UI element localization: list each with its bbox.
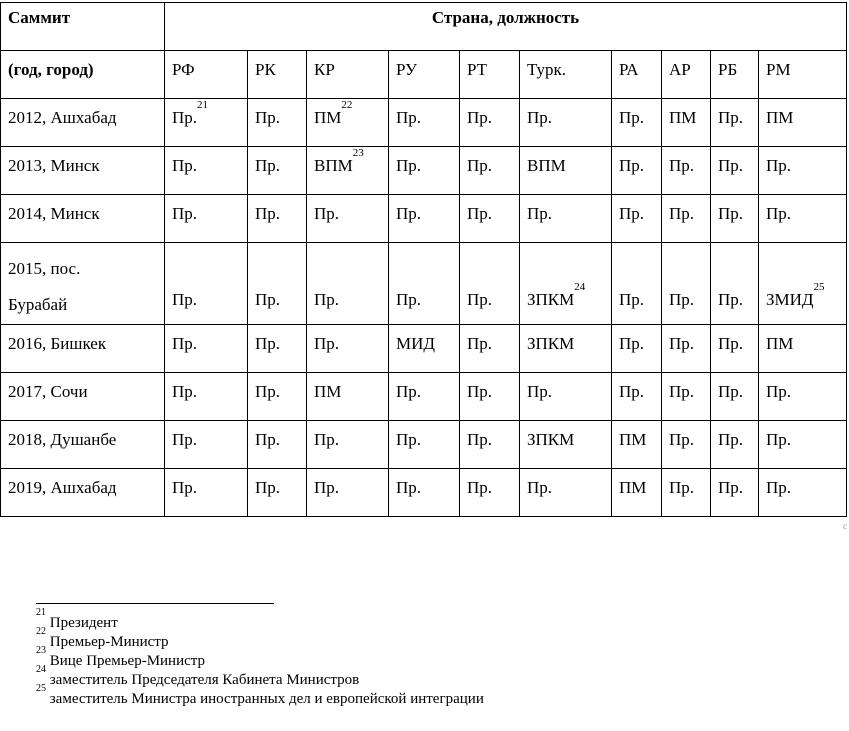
position-cell — [520, 469, 612, 517]
position-cell — [711, 469, 759, 517]
position-value: Пр. — [669, 478, 695, 497]
position-cell — [248, 421, 307, 469]
position-value: Пр. — [255, 382, 281, 401]
summit-cell: 2013, Минск — [1, 147, 165, 195]
position-value: ПМ — [314, 382, 342, 401]
country-header-cell: РМ — [759, 51, 847, 99]
footnote-text: заместитель Министра иностранных дел и европейской интеграции — [49, 691, 484, 707]
header-summit-line1: Саммит — [1, 3, 165, 51]
position-value: Пр. — [314, 334, 340, 353]
position-value: Пр. — [255, 108, 281, 127]
position-cell — [389, 325, 460, 373]
position-value: Пр. — [527, 382, 553, 401]
position-cell — [307, 421, 389, 469]
footnote — [36, 664, 484, 690]
position-value: Пр. — [172, 334, 198, 353]
position-value: Пр. — [766, 382, 792, 401]
position-value: Пр. — [766, 156, 792, 175]
footnote — [36, 645, 484, 671]
position-value: Пр. — [255, 156, 281, 175]
position-cell — [662, 421, 711, 469]
footnote-text: Вице Премьер-Министр — [49, 653, 206, 669]
summit-table — [0, 2, 847, 517]
position-value: Пр. — [396, 478, 422, 497]
position-cell — [389, 373, 460, 421]
position-cell — [520, 147, 612, 195]
table-row — [1, 325, 847, 373]
position-value: ВПМ — [314, 156, 353, 175]
country-header-cell: РУ — [389, 51, 460, 99]
position-cell — [612, 421, 662, 469]
position-cell — [759, 421, 847, 469]
position-cell — [165, 195, 248, 243]
position-cell — [389, 421, 460, 469]
position-cell — [389, 469, 460, 517]
position-cell — [248, 195, 307, 243]
position-value: Пр. — [619, 382, 645, 401]
position-value: Пр. — [396, 290, 422, 309]
position-value: Пр. — [172, 478, 198, 497]
footnotes — [36, 607, 484, 709]
position-cell — [520, 373, 612, 421]
position-value: Пр. — [467, 478, 493, 497]
position-cell — [612, 373, 662, 421]
position-value: Пр. — [619, 334, 645, 353]
position-cell — [165, 99, 248, 147]
position-value: Пр. — [255, 334, 281, 353]
position-value: Пр. — [314, 478, 340, 497]
table-row — [1, 195, 847, 243]
position-value: Пр. — [172, 108, 198, 127]
position-value: Пр. — [619, 108, 645, 127]
position-cell — [759, 373, 847, 421]
header-group-title: Страна, должность — [165, 3, 847, 51]
position-value: Пр. — [718, 382, 744, 401]
position-value: Пр. — [718, 204, 744, 223]
position-cell — [248, 243, 307, 325]
position-value: Пр. — [718, 334, 744, 353]
summit-cell: 2014, Минск — [1, 195, 165, 243]
position-value: Пр. — [669, 290, 695, 309]
summit-cell — [1, 243, 165, 325]
footnote-text: Президент — [49, 615, 118, 631]
position-value: Пр. — [172, 156, 198, 175]
country-header-cell: РБ — [711, 51, 759, 99]
position-cell — [165, 147, 248, 195]
position-cell — [248, 99, 307, 147]
position-cell — [248, 469, 307, 517]
position-cell — [460, 469, 520, 517]
position-cell — [460, 195, 520, 243]
position-value: Пр. — [172, 430, 198, 449]
position-cell — [662, 469, 711, 517]
position-value: Пр. — [255, 290, 281, 309]
position-value: ПМ — [314, 108, 342, 127]
position-value: Пр. — [467, 382, 493, 401]
footnote-number: 23 — [36, 645, 46, 656]
position-cell — [759, 325, 847, 373]
position-value: Пр. — [527, 108, 553, 127]
position-value: Пр. — [467, 290, 493, 309]
position-value: Пр. — [467, 204, 493, 223]
summit-line: Бурабай — [8, 295, 68, 314]
position-value: Пр. — [172, 382, 198, 401]
footnote-number: 25 — [36, 683, 46, 694]
position-cell — [165, 325, 248, 373]
position-value: Пр. — [396, 156, 422, 175]
position-value: Пр. — [669, 382, 695, 401]
position-value: Пр. — [255, 204, 281, 223]
summit-cell: 2018, Душанбе — [1, 421, 165, 469]
position-cell — [759, 243, 847, 325]
position-value: Пр. — [766, 204, 792, 223]
position-cell — [389, 195, 460, 243]
position-value: Пр. — [255, 478, 281, 497]
position-cell — [662, 99, 711, 147]
position-cell — [759, 99, 847, 147]
position-cell — [662, 147, 711, 195]
corner-mark: c — [843, 521, 847, 531]
position-cell — [711, 243, 759, 325]
position-value: Пр. — [314, 204, 340, 223]
position-cell — [307, 99, 389, 147]
country-header-cell: РК — [248, 51, 307, 99]
position-value: Пр. — [718, 430, 744, 449]
footnote — [36, 607, 484, 633]
position-value: Пр. — [467, 430, 493, 449]
position-value: Пр. — [669, 334, 695, 353]
position-value: ВПМ — [527, 156, 566, 175]
position-value: МИД — [396, 334, 435, 353]
footnote-ref: 22 — [341, 99, 353, 111]
position-value: Пр. — [619, 204, 645, 223]
footnote — [36, 626, 484, 652]
position-cell — [711, 195, 759, 243]
position-cell — [307, 243, 389, 325]
position-cell — [662, 243, 711, 325]
summit-cell: 2016, Бишкек — [1, 325, 165, 373]
table-row — [1, 373, 847, 421]
country-header-row — [1, 51, 847, 99]
position-cell — [460, 243, 520, 325]
position-value: Пр. — [467, 156, 493, 175]
position-value: ПМ — [619, 430, 647, 449]
position-cell — [248, 325, 307, 373]
position-value: Пр. — [172, 290, 198, 309]
position-cell — [612, 243, 662, 325]
position-cell — [711, 147, 759, 195]
footnote — [36, 683, 484, 709]
table-row — [1, 99, 847, 147]
position-cell — [460, 421, 520, 469]
position-cell — [165, 243, 248, 325]
position-cell — [165, 421, 248, 469]
position-value: Пр. — [314, 430, 340, 449]
summit-cell: 2019, Ашхабад — [1, 469, 165, 517]
position-cell — [389, 147, 460, 195]
footnote-text: Премьер-Министр — [49, 634, 169, 650]
position-cell — [520, 421, 612, 469]
footnote-divider — [36, 603, 274, 604]
position-cell — [248, 147, 307, 195]
position-value: Пр. — [527, 204, 553, 223]
position-value: Пр. — [396, 430, 422, 449]
position-cell — [662, 325, 711, 373]
position-value: ЗМИД — [766, 290, 814, 309]
footnote-text: заместитель Председателя Кабинета Министров — [49, 672, 360, 688]
summit-cell: 2012, Ашхабад — [1, 99, 165, 147]
position-value: Пр. — [718, 290, 744, 309]
position-cell — [520, 99, 612, 147]
position-value: ПМ — [766, 334, 794, 353]
position-cell — [460, 325, 520, 373]
position-cell — [711, 373, 759, 421]
position-cell — [165, 373, 248, 421]
position-value: Пр. — [396, 204, 422, 223]
position-cell — [307, 147, 389, 195]
table-row — [1, 421, 847, 469]
position-cell — [759, 195, 847, 243]
header-summit-line2: (год, город) — [1, 51, 165, 99]
position-value: ПМ — [669, 108, 697, 127]
position-cell — [662, 373, 711, 421]
position-cell — [460, 147, 520, 195]
position-cell — [460, 99, 520, 147]
summit-cell: 2017, Сочи — [1, 373, 165, 421]
position-value: ЗПКМ — [527, 430, 575, 449]
position-cell — [248, 373, 307, 421]
position-value: ЗПКМ — [527, 334, 575, 353]
footnote-ref: 23 — [352, 147, 364, 159]
position-value: Пр. — [527, 478, 553, 497]
position-value: Пр. — [396, 382, 422, 401]
position-cell — [520, 195, 612, 243]
position-cell — [612, 469, 662, 517]
footnote-ref: 25 — [813, 281, 825, 293]
country-header-cell: АР — [662, 51, 711, 99]
position-value: Пр. — [718, 156, 744, 175]
position-cell — [389, 243, 460, 325]
position-value: Пр. — [718, 108, 744, 127]
position-cell — [307, 469, 389, 517]
position-cell — [711, 99, 759, 147]
position-value: Пр. — [669, 430, 695, 449]
position-value: Пр. — [669, 204, 695, 223]
country-header-cell: КР — [307, 51, 389, 99]
position-cell — [307, 373, 389, 421]
country-header-cell: Турк. — [520, 51, 612, 99]
position-cell — [711, 421, 759, 469]
position-value: Пр. — [718, 478, 744, 497]
position-value: ЗПКМ — [527, 290, 575, 309]
position-cell — [389, 99, 460, 147]
summit-line: 2015, пос. — [8, 259, 81, 278]
position-value: ПМ — [766, 108, 794, 127]
table-row — [1, 469, 847, 517]
footnote-ref: 21 — [197, 99, 209, 111]
position-value: Пр. — [172, 204, 198, 223]
table-row — [1, 147, 847, 195]
position-value: Пр. — [314, 290, 340, 309]
position-cell — [612, 99, 662, 147]
footnote-number: 24 — [36, 664, 46, 675]
position-cell — [307, 325, 389, 373]
position-value: Пр. — [619, 290, 645, 309]
table-row — [1, 243, 847, 325]
position-value: ПМ — [619, 478, 647, 497]
position-value: Пр. — [255, 430, 281, 449]
position-cell — [711, 325, 759, 373]
position-cell — [520, 243, 612, 325]
position-cell — [307, 195, 389, 243]
position-cell — [612, 195, 662, 243]
position-value: Пр. — [619, 156, 645, 175]
footnote-number: 21 — [36, 607, 46, 618]
position-cell — [612, 325, 662, 373]
country-header-cell: РФ — [165, 51, 248, 99]
position-value: Пр. — [396, 108, 422, 127]
position-cell — [759, 469, 847, 517]
position-cell — [165, 469, 248, 517]
position-value: Пр. — [669, 156, 695, 175]
country-header-cell: РА — [612, 51, 662, 99]
position-cell — [612, 147, 662, 195]
footnote-number: 22 — [36, 626, 46, 637]
position-value: Пр. — [766, 478, 792, 497]
position-value: Пр. — [467, 334, 493, 353]
footnote-ref: 24 — [574, 281, 586, 293]
position-value: Пр. — [766, 430, 792, 449]
position-value: Пр. — [467, 108, 493, 127]
position-cell — [662, 195, 711, 243]
position-cell — [460, 373, 520, 421]
country-header-cell: РТ — [460, 51, 520, 99]
position-cell — [759, 147, 847, 195]
position-cell — [520, 325, 612, 373]
